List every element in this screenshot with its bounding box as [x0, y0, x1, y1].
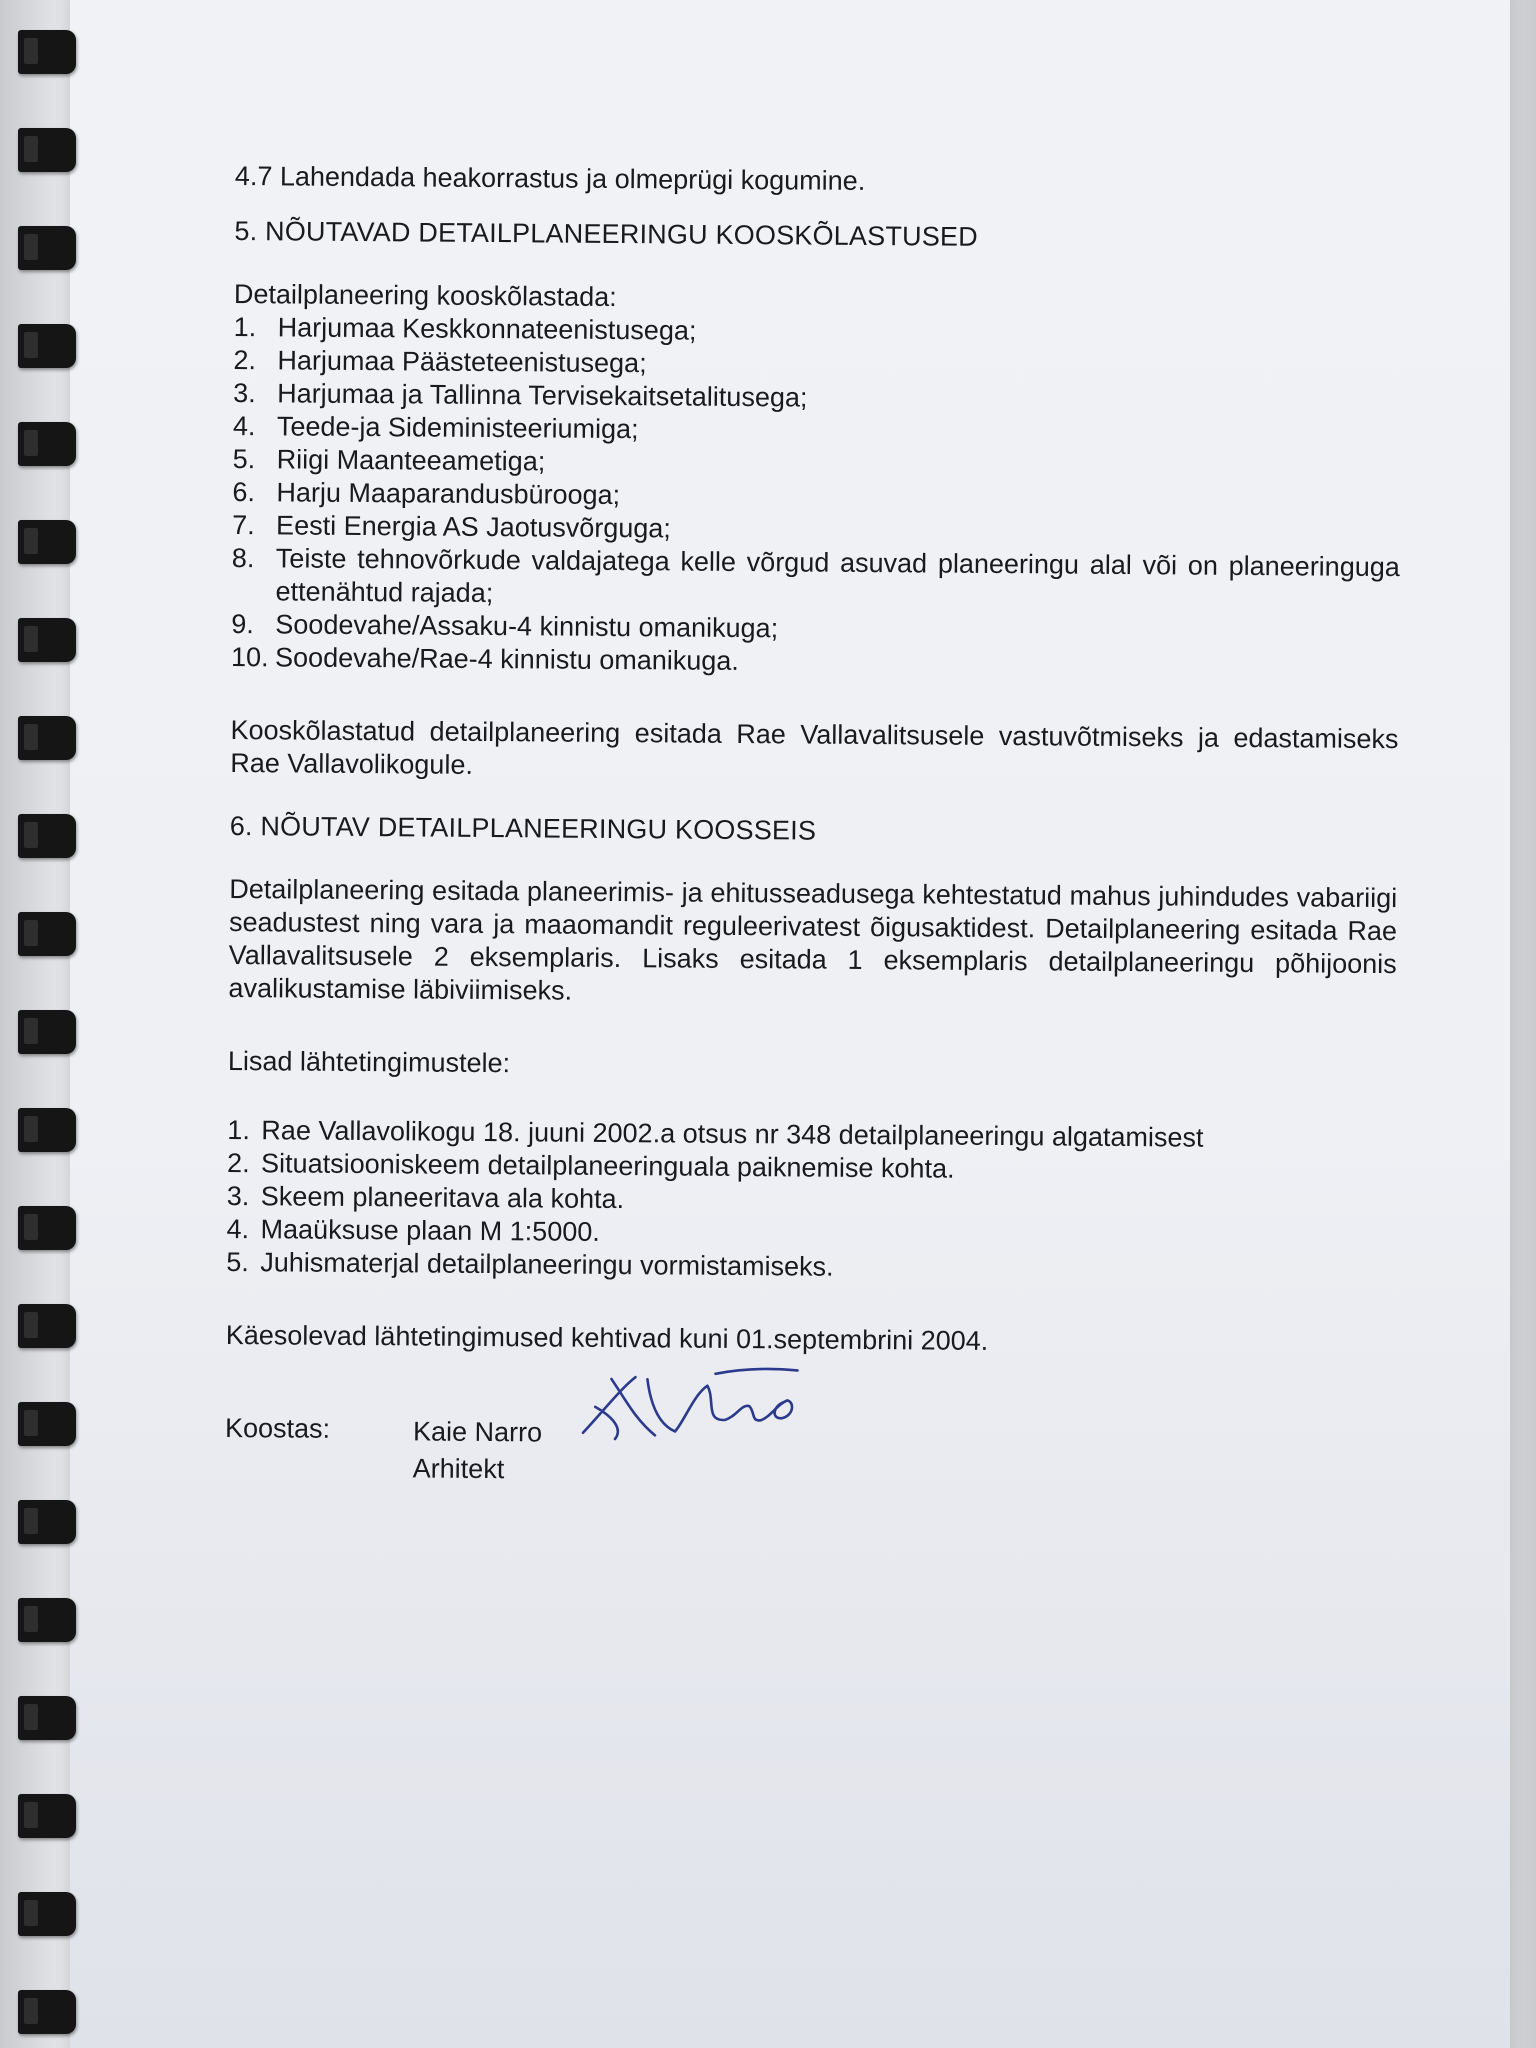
binding-ring	[18, 226, 76, 270]
binding-ring	[18, 1598, 76, 1642]
approvals-list	[231, 311, 1414, 683]
list-item: 10. Soodevahe/Rae-4 kinnistu omanikuga.	[230, 641, 740, 676]
list-item: 9. Soodevahe/Assaku-4 kinnistu omanikuga;	[231, 608, 779, 644]
list-item: 6. Harju Maaparandusbürooga;	[232, 476, 621, 511]
list-item: 2. Situatsiooniskeem detailplaneeringuala paiknemise kohta.	[227, 1147, 955, 1184]
signer-title: Arhitekt	[412, 1453, 505, 1485]
section-5-intro: Detailplaneering kooskõlastada:	[233, 278, 617, 313]
spiral-binding	[0, 0, 110, 2048]
list-item: 5. Juhismaterjal detailplaneeringu vormistamiseks.	[226, 1246, 834, 1282]
list-item: 1. Harjumaa Keskkonnateenistusega;	[233, 311, 697, 346]
binding-ring	[18, 1500, 76, 1544]
binding-ring	[18, 1108, 76, 1152]
list-item: 5. Riigi Maanteeametiga;	[232, 443, 546, 477]
binding-ring	[18, 1794, 76, 1838]
list-item: 4. Maaüksuse plaan M 1:5000.	[226, 1213, 600, 1247]
binding-ring	[18, 618, 76, 662]
binding-ring	[18, 128, 76, 172]
section-5-closing: Kooskõlastatud detailplaneering esitada Rae Vallavalitsusele vastuvõtmiseks ja edastamiseks Rae Vallavolikogule.	[230, 714, 1399, 780]
list-item: 2. Harjumaa Päästeteenistusega;	[233, 344, 647, 379]
binding-ring	[18, 1010, 76, 1054]
validity-note: Käesolevad lähtetingimused kehtivad kuni 01.septembrini 2004.	[225, 1319, 989, 1356]
attachments-list	[226, 1114, 1407, 1288]
binding-ring	[18, 30, 76, 74]
binding-ring	[18, 1304, 76, 1348]
signer	[413, 1413, 543, 1488]
signature-block	[224, 1400, 1405, 1509]
binding-ring	[18, 1892, 76, 1936]
binding-ring	[18, 324, 76, 368]
binding-ring	[18, 1990, 76, 2034]
binding-ring	[18, 422, 76, 466]
list-item: 3. Skeem planeeritava ala kohta.	[226, 1180, 625, 1215]
list-item: 4. Teede-ja Sideministeeriumiga;	[232, 410, 639, 445]
section-6-heading: 6. NÕUTAV DETAILPLANEERINGU KOOSSEIS	[229, 810, 817, 846]
binding-ring	[18, 1206, 76, 1250]
document-body	[224, 160, 1414, 1509]
handwritten-signature	[565, 1359, 806, 1451]
signer-name: Kaie Narro	[412, 1416, 543, 1448]
binding-ring	[18, 814, 76, 858]
binding-ring	[18, 1696, 76, 1740]
attachments-heading: Lisad lähtetingimustele:	[227, 1045, 511, 1079]
binding-ring	[18, 912, 76, 956]
item-4-7: 4.7 Lahendada heakorrastus ja olmeprügi kogumine.	[234, 160, 866, 196]
list-item: 7. Eesti Energia AS Jaotusvõrguga;	[232, 509, 671, 544]
signature-label: Koostas:	[224, 1412, 331, 1444]
section-6-body: Detailplaneering esitada planeerimis- ja ehitusseadusega kehtestatud mahus juhindudes vabariigi seadustest ning vara ja maaomandit reguleerivatest õigusaktidest. Detailplaneering esitada Rae Vallavalitsusele 2 eksemplaris. Lisaks esitada 1 eksemplaris detailplaneeringu põhijoonis avalikustamise läbiviimiseks.	[228, 873, 1398, 1006]
binding-ring	[18, 520, 76, 564]
list-item: 3. Harjumaa ja Tallinna Tervisekaitsetalitusega;	[233, 377, 808, 413]
binding-ring	[18, 716, 76, 760]
list-item: 8. Teiste tehnovõrkude valdajatega kelle võrgud asuvad planeeringu alal või on planeeringuga ettenähtud rajada;	[231, 542, 1400, 609]
list-item: 1. Rae Vallavolikogu 18. juuni 2002.a otsus nr 348 detailplaneeringu algatamisest	[227, 1114, 1204, 1153]
binding-ring	[18, 1402, 76, 1446]
section-5-heading: 5. NÕUTAVAD DETAILPLANEERINGU KOOSKÕLASTUSED	[234, 215, 979, 252]
